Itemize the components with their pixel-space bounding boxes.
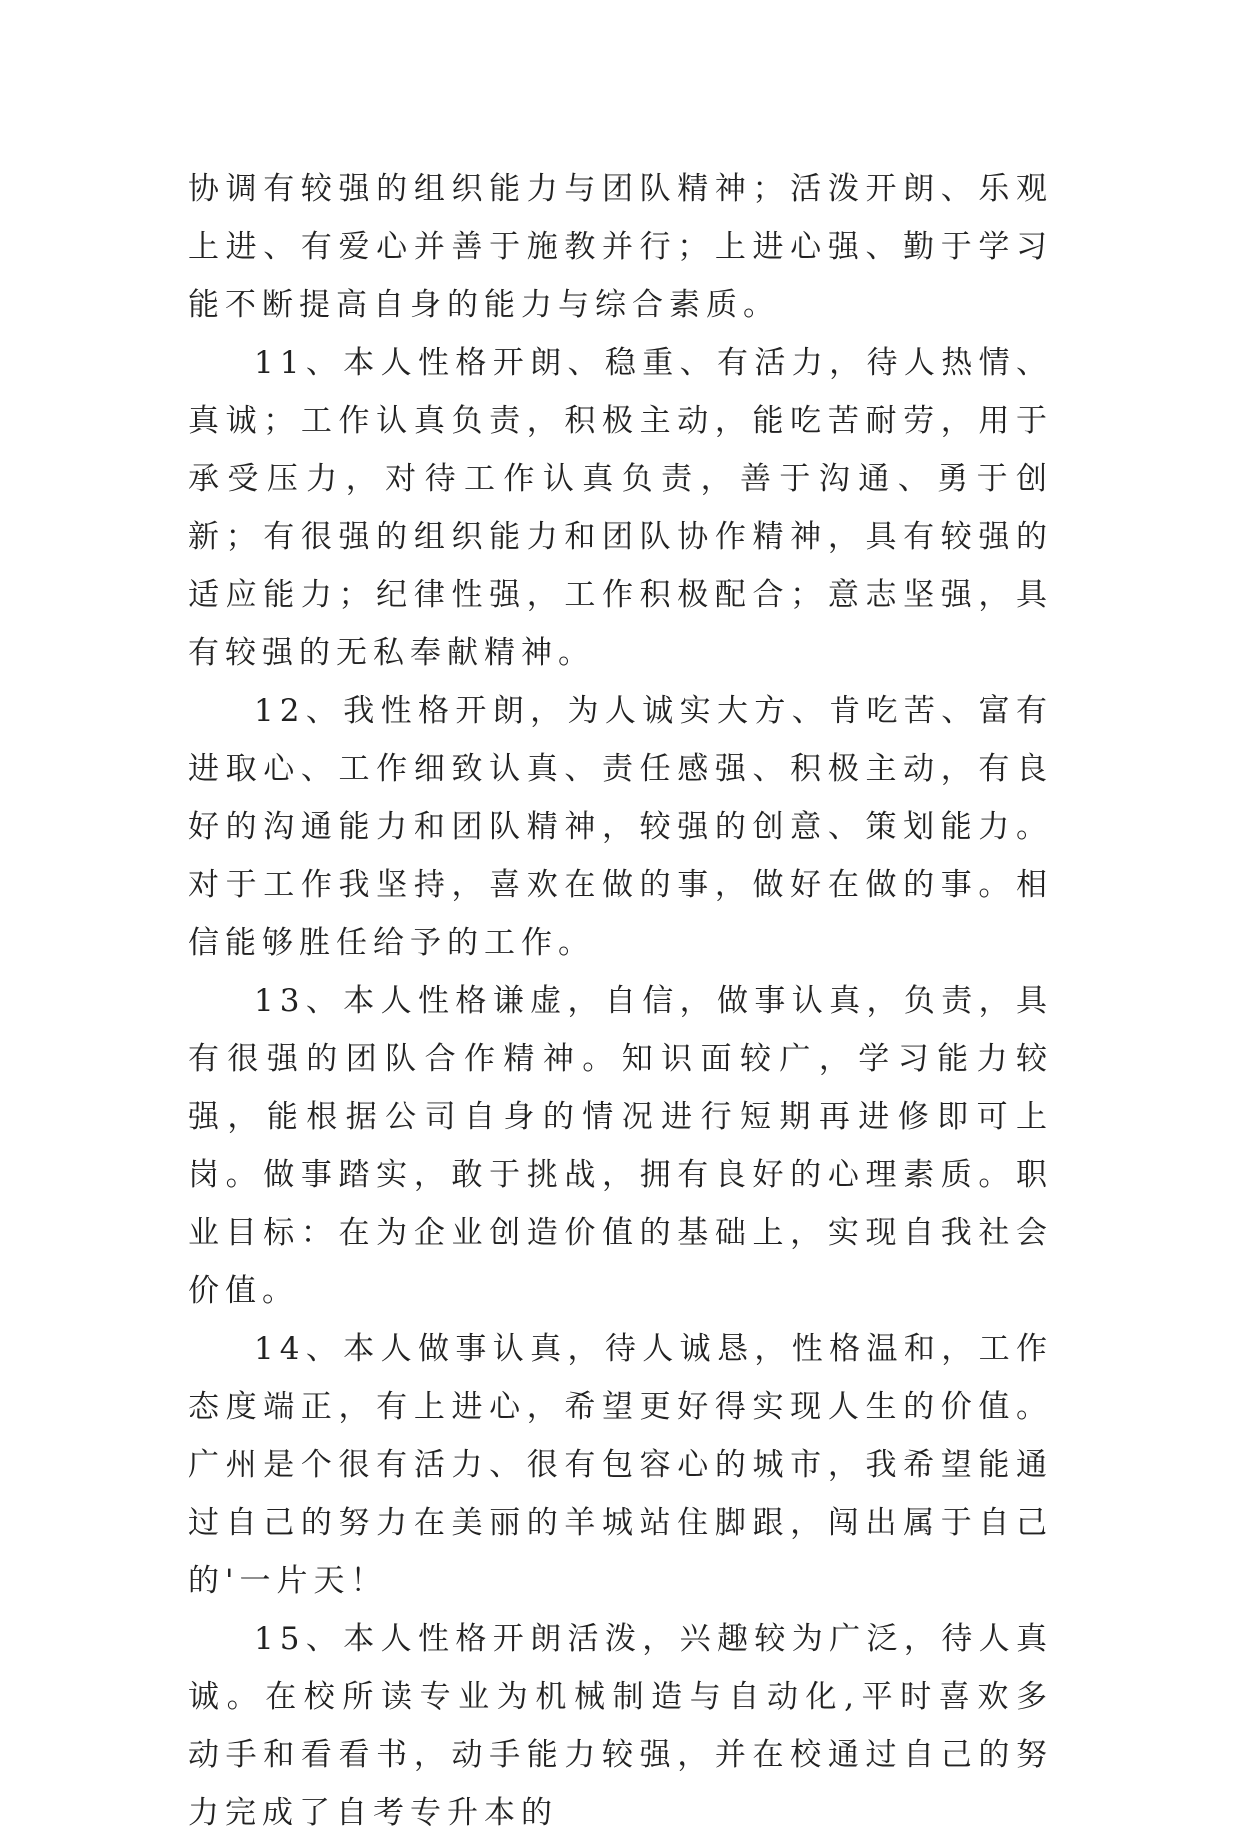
- paragraph-continuation: 协调有较强的组织能力与团队精神；活泼开朗、乐观上进、有爱心并善于施教并行；上进心强、勤于学习能不断提高自身的能力与综合素质。: [188, 171, 1053, 323]
- paragraph-item-15: 15、本人性格开朗活泼，兴趣较为广泛，待人真诚。在校所读专业为机械制造与自动化,平时喜欢多动手和看看书，动手能力较强，并在校通过自己的努力完成了自考专升本的: [188, 1621, 1053, 1831]
- paragraph-item-14: 14、本人做事认真，待人诚恳，性格温和，工作态度端正，有上进心，希望更好得实现人生的价值。广州是个很有活力、很有包容心的城市，我希望能通过自己的努力在美丽的羊城站住脚跟，闯出属于自己的'一片天！: [188, 1331, 1053, 1599]
- document-body: [188, 160, 1053, 1842]
- paragraph-item-11: 11、本人性格开朗、稳重、有活力，待人热情、真诚；工作认真负责，积极主动，能吃苦耐劳，用于承受压力，对待工作认真负责，善于沟通、勇于创新；有很强的组织能力和团队协作精神，具有较强的适应能力；纪律性强，工作积极配合；意志坚强，具有较强的无私奉献精神。: [188, 345, 1053, 671]
- paragraph-item-13: 13、本人性格谦虚，自信，做事认真，负责，具有很强的团队合作精神。知识面较广，学习能力较强，能根据公司自身的情况进行短期再进修即可上岗。做事踏实，敢于挑战，拥有良好的心理素质。职业目标：在为企业创造价值的基础上，实现自我社会价值。: [188, 983, 1053, 1309]
- paragraph-item-12: 12、我性格开朗，为人诚实大方、肯吃苦、富有进取心、工作细致认真、责任感强、积极主动，有良好的沟通能力和团队精神，较强的创意、策划能力。对于工作我坚持，喜欢在做的事，做好在做的事。相信能够胜任给予的工作。: [188, 693, 1053, 961]
